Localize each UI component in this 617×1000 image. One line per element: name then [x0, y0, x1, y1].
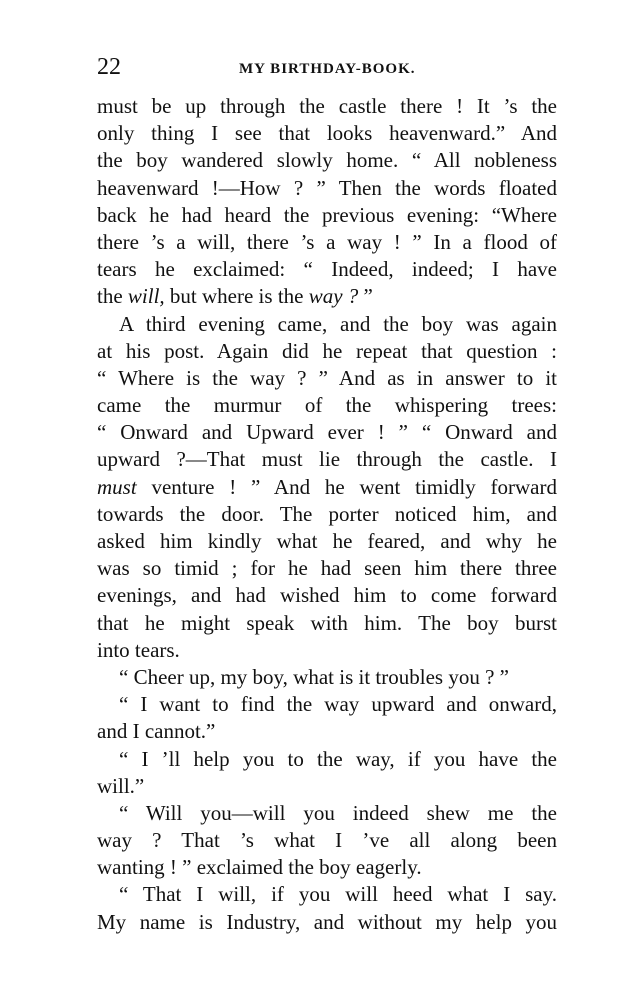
page-number: 22: [97, 54, 121, 80]
text-line: “ I ’ll help you to the way, if you have the: [119, 746, 557, 771]
text-line: wanting ! ” exclaimed the boy eagerly.: [97, 855, 422, 880]
text-line: came the murmur of the whispering trees:: [97, 393, 557, 418]
text-line: that he might speak with him. The boy burst: [97, 610, 557, 635]
text-line: “ I want to find the way upward and onward,: [119, 692, 557, 717]
text-line: at his post. Again did he repeat that question :: [97, 338, 557, 363]
text-line: must be up through the castle there ! It ’s the: [97, 94, 557, 118]
text-run: ”: [358, 284, 373, 309]
text-line: there ’s a will, there ’s a way ! ” In a flood of: [97, 229, 557, 254]
text-line: and I cannot.”: [97, 719, 216, 744]
text-line: only thing I see that looks heavenward.” And: [97, 121, 557, 146]
text-line: towards the door. The porter noticed him, and: [97, 501, 557, 526]
text-line: back he had heard the previous evening: “Where: [97, 202, 557, 227]
text-line: into tears.: [97, 637, 180, 662]
text-line: asked him kindly what he feared, and why he: [97, 529, 557, 553]
italic-text: must: [97, 474, 137, 499]
text-line: “ Where is the way ? ” And as in answer to it: [97, 365, 557, 390]
text-line: upward ?—That must lie through the castle. I: [97, 447, 557, 472]
body-text: [97, 93, 557, 936]
text-line: will.”: [97, 773, 145, 798]
text-run: venture ! ” And he went timidly forward: [136, 474, 557, 499]
text-line: tears he exclaimed: “ Indeed, indeed; I have: [97, 257, 557, 282]
text-line: heavenward !—How ? ” Then the words floated: [97, 175, 557, 200]
text-line: was so timid ; for he had seen him there three: [97, 556, 557, 581]
text-line: “ Onward and Upward ever ! ” “ Onward and: [97, 420, 557, 445]
text-line: the boy wandered slowly home. “ All nobleness: [97, 148, 557, 173]
text-line: A third evening came, and the boy was again: [119, 311, 557, 336]
text-line: way ? That ’s what I ’ve all along been: [97, 828, 557, 853]
text-line: “ Cheer up, my boy, what is it troubles you ? ”: [119, 664, 509, 689]
text-run: but where is the: [164, 284, 309, 309]
text-run: the: [97, 284, 128, 309]
italic-text: way ?: [308, 284, 359, 309]
text-line: “ Will you—will you indeed shew me the: [119, 800, 557, 825]
text-line: evenings, and had wished him to come forward: [97, 583, 557, 608]
text-line: [97, 474, 557, 501]
page-header: [97, 52, 557, 84]
text-line: [97, 283, 557, 310]
text-line: My name is Industry, and without my help you: [97, 909, 557, 934]
running-title: MY BIRTHDAY-BOOK.: [239, 61, 416, 77]
text-line: “ That I will, if you will heed what I say.: [119, 882, 557, 907]
italic-text: will,: [127, 284, 165, 309]
